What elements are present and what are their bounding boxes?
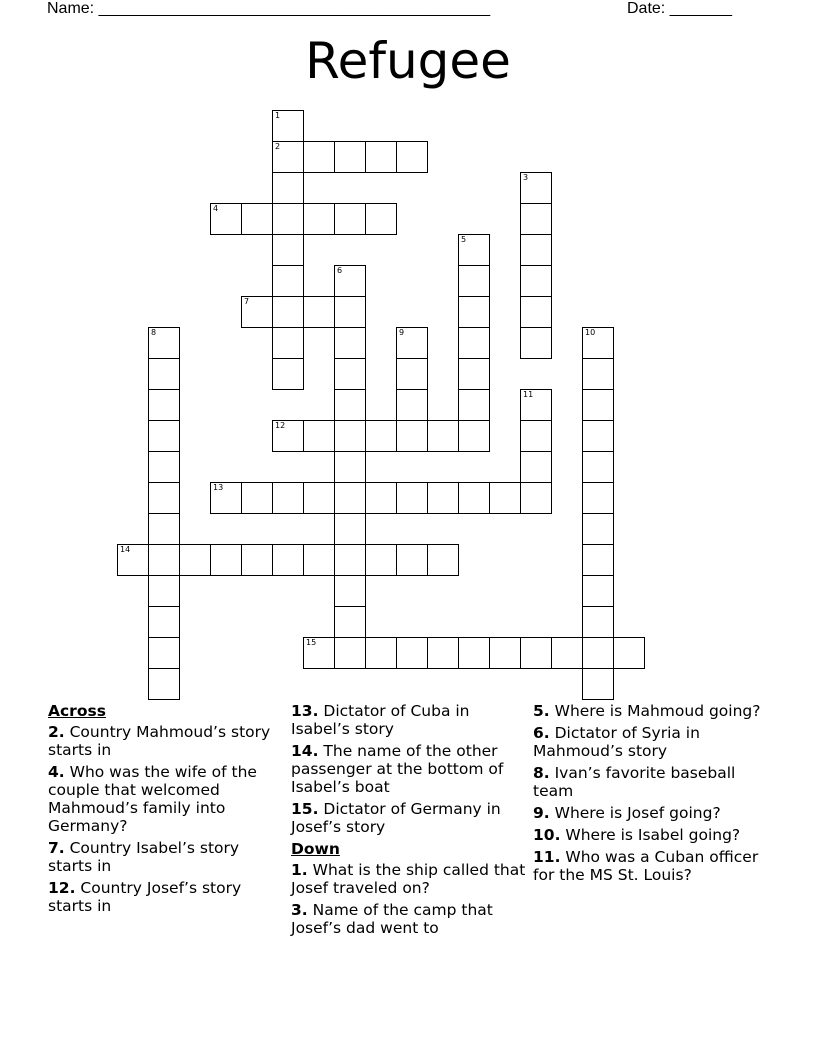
clue-text: Dictator of Syria in Mahmoud’s story [533,724,700,760]
grid-cell[interactable] [303,544,335,576]
grid-cell[interactable] [272,544,304,576]
clue-column-2 [291,702,526,941]
grid-cell[interactable] [365,203,397,235]
grid-cell[interactable] [396,544,428,576]
clue-text: Country Mahmoud’s story starts in [48,723,271,759]
clue-item [533,848,773,884]
grid-cell[interactable] [582,544,614,576]
grid-cell[interactable] [334,482,366,514]
grid-cell[interactable] [272,327,304,359]
grid-cell[interactable] [458,358,490,390]
grid-cell[interactable] [582,389,614,421]
grid-cell[interactable] [272,110,304,142]
grid-cell[interactable] [396,327,428,359]
clue-number: 6. [533,724,550,742]
grid-cell[interactable] [427,420,459,452]
grid-cell[interactable] [520,327,552,359]
clue-number-label: 12 [275,421,286,430]
grid-cell[interactable] [210,203,242,235]
grid-cell[interactable] [272,296,304,328]
grid-cell[interactable] [365,141,397,173]
clue-text: Name of the camp that Josef’s dad went to [291,901,493,937]
grid-cell[interactable] [241,203,273,235]
grid-cell[interactable] [582,513,614,545]
clue-number: 13. [291,702,319,720]
grid-cell[interactable] [582,575,614,607]
clue-number-label: 15 [306,638,317,647]
clue-text: Dictator of Cuba in Isabel’s story [291,702,470,738]
clue-item [291,702,526,738]
grid-cell[interactable] [148,327,180,359]
grid-cell[interactable] [520,420,552,452]
grid-cell[interactable] [210,544,242,576]
clue-item [533,826,773,844]
grid-cell[interactable] [241,296,273,328]
clue-number-label: 9 [399,328,405,337]
grid-cell[interactable] [303,296,335,328]
grid-cell[interactable] [365,420,397,452]
grid-cell[interactable] [582,668,614,700]
clue-item [533,804,773,822]
clue-text: Ivan’s favorite baseball team [533,764,736,800]
grid-cell[interactable] [427,544,459,576]
grid-cell[interactable] [303,141,335,173]
clue-number: 8. [533,764,550,782]
grid-cell[interactable] [334,544,366,576]
grid-cell[interactable] [458,482,490,514]
grid-cell[interactable] [334,637,366,669]
grid-cell[interactable] [272,265,304,297]
grid-cell[interactable] [458,389,490,421]
grid-cell[interactable] [458,296,490,328]
across-heading: Across [48,702,106,720]
clue-item [48,723,283,759]
clue-number: 5. [533,702,550,720]
grid-cell[interactable] [334,420,366,452]
grid-cell[interactable] [334,575,366,607]
grid-cell[interactable] [396,141,428,173]
grid-cell[interactable] [210,482,242,514]
grid-cell[interactable] [458,637,490,669]
grid-cell[interactable] [179,544,211,576]
grid-cell[interactable] [303,420,335,452]
clue-text: Where is Isabel going? [560,826,741,844]
grid-cell[interactable] [427,482,459,514]
grid-cell[interactable] [520,389,552,421]
clue-text: Where is Mahmoud going? [549,702,761,720]
clue-item [533,702,773,720]
grid-cell[interactable] [334,358,366,390]
grid-cell[interactable] [334,265,366,297]
clue-text: Country Josef’s story starts in [48,879,242,915]
grid-cell[interactable] [520,234,552,266]
clue-number-label: 10 [585,328,596,337]
grid-cell[interactable] [613,637,645,669]
grid-cell[interactable] [334,451,366,483]
clue-number: 9. [533,804,550,822]
grid-cell[interactable] [148,606,180,638]
clue-item [48,879,283,915]
clue-number: 14. [291,742,319,760]
grid-cell[interactable] [396,420,428,452]
page-title: Refugee [305,32,511,90]
grid-cell[interactable] [396,637,428,669]
clue-item [533,764,773,800]
clue-number-label: 14 [120,545,131,554]
grid-cell[interactable] [582,420,614,452]
grid-cell[interactable] [148,358,180,390]
grid-cell[interactable] [458,420,490,452]
grid-cell[interactable] [458,234,490,266]
clue-number: 1. [291,861,308,879]
grid-cell[interactable] [272,172,304,204]
grid-cell[interactable] [334,141,366,173]
grid-cell[interactable] [458,327,490,359]
grid-cell[interactable] [365,637,397,669]
grid-cell[interactable] [148,544,180,576]
name-field-label: Name: ____________________________________________ [47,0,491,17]
grid-cell[interactable] [520,203,552,235]
grid-cell[interactable] [272,358,304,390]
grid-cell[interactable] [303,482,335,514]
grid-cell[interactable] [582,637,614,669]
grid-cell[interactable] [148,513,180,545]
grid-cell[interactable] [272,234,304,266]
clue-item [291,800,526,836]
clue-text: Where is Josef going? [549,804,721,822]
clue-number-label: 1 [275,111,281,120]
grid-cell[interactable] [520,451,552,483]
grid-cell[interactable] [458,265,490,297]
clue-number: 2. [48,723,65,741]
clue-text: Who was a Cuban officer for the MS St. Louis? [533,848,759,884]
clue-text: Country Isabel’s story starts in [48,839,240,875]
grid-cell[interactable] [272,482,304,514]
grid-cell[interactable] [520,637,552,669]
grid-cell[interactable] [334,203,366,235]
clue-number-label: 8 [151,328,157,337]
grid-cell[interactable] [582,606,614,638]
clue-text: Dictator of Germany in Josef’s story [291,800,501,836]
grid-cell[interactable] [489,637,521,669]
clue-number-label: 11 [523,390,534,399]
grid-cell[interactable] [396,389,428,421]
grid-cell[interactable] [148,637,180,669]
grid-cell[interactable] [241,482,273,514]
grid-cell[interactable] [489,482,521,514]
grid-cell[interactable] [582,482,614,514]
clue-number: 7. [48,839,65,857]
clue-number: 10. [533,826,561,844]
clue-text: The name of the other passenger at the bottom of Isabel’s boat [291,742,504,796]
clue-text: What is the ship called that Josef traveled on? [291,861,526,897]
clue-number-label: 6 [337,266,343,275]
grid-cell[interactable] [582,358,614,390]
grid-cell[interactable] [427,637,459,669]
date-field-label: Date: _______ [627,0,732,17]
clue-number: 3. [291,901,308,919]
clue-number: 12. [48,879,76,897]
clue-number-label: 13 [213,483,224,492]
grid-cell[interactable] [520,482,552,514]
clue-column-1 [48,702,283,919]
clue-item [291,901,526,937]
grid-cell[interactable] [334,389,366,421]
grid-cell[interactable] [148,482,180,514]
clue-text: Who was the wife of the couple that welcomed Mahmoud’s family into Germany? [48,763,257,835]
grid-cell[interactable] [117,544,149,576]
grid-cell[interactable] [148,575,180,607]
clue-number-label: 5 [461,235,467,244]
clue-number-label: 7 [244,297,250,306]
grid-cell[interactable] [520,265,552,297]
clue-item [291,861,526,897]
grid-cell[interactable] [241,544,273,576]
grid-cell[interactable] [148,668,180,700]
grid-cell[interactable] [365,482,397,514]
grid-cell[interactable] [148,451,180,483]
grid-cell[interactable] [334,513,366,545]
grid-cell[interactable] [272,420,304,452]
clue-number: 15. [291,800,319,818]
clue-item [533,724,773,760]
grid-cell[interactable] [148,389,180,421]
clue-number-label: 2 [275,142,281,151]
grid-cell[interactable] [272,203,304,235]
grid-cell[interactable] [334,296,366,328]
clue-item [291,742,526,796]
down-heading: Down [291,840,340,858]
grid-cell[interactable] [303,203,335,235]
grid-cell[interactable] [520,296,552,328]
grid-cell[interactable] [582,327,614,359]
grid-cell[interactable] [272,141,304,173]
grid-cell[interactable] [303,637,335,669]
grid-cell[interactable] [582,451,614,483]
grid-cell[interactable] [334,606,366,638]
clue-number: 11. [533,848,561,866]
clue-item [48,839,283,875]
grid-cell[interactable] [148,420,180,452]
clue-number-label: 3 [523,173,529,182]
grid-cell[interactable] [520,172,552,204]
grid-cell[interactable] [365,544,397,576]
clue-column-3 [533,702,773,888]
grid-cell[interactable] [396,358,428,390]
clue-number: 4. [48,763,65,781]
clue-item [48,763,283,835]
grid-cell[interactable] [334,327,366,359]
clue-number-label: 4 [213,204,219,213]
grid-cell[interactable] [551,637,583,669]
grid-cell[interactable] [396,482,428,514]
